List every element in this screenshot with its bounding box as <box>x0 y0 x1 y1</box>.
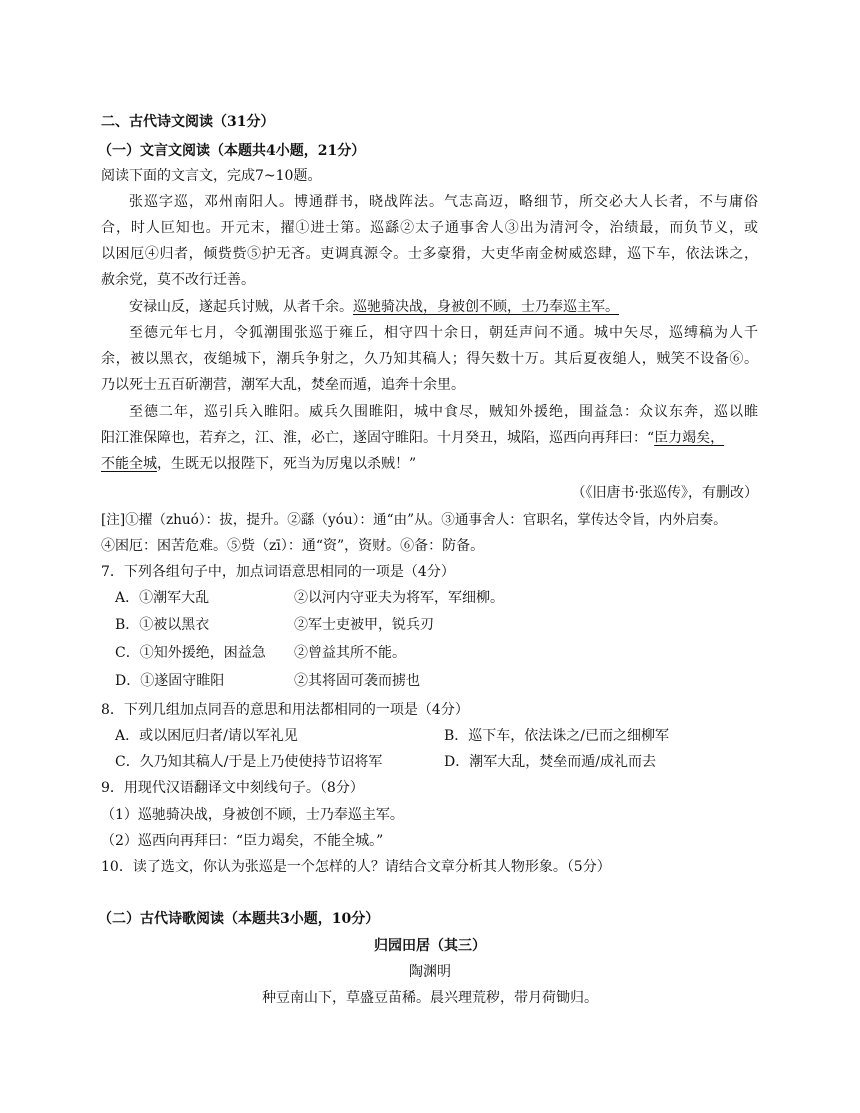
q9-sentence-2: （2）巡西向再拜曰：“臣力竭矣，不能全城。” <box>101 833 384 849</box>
passage-line <box>101 455 416 473</box>
passage-line: 赦余党，莫不改行迁善。 <box>101 272 255 288</box>
underlined-sentence-2-part1: 臣力竭矣， <box>654 430 725 446</box>
q9-sentence-1: （1）巡驰骑决战，身被创不顾，士乃奉巡主军。 <box>101 807 404 823</box>
q8-option-b: B．巡下车，依法诛之/已而之细柳军 <box>444 728 670 744</box>
question-10-stem: 10．读了选文，你认为张巡是一个怎样的人？请结合文章分析其人物形象。（5分） <box>101 859 611 875</box>
q7-option-b-1: B．①被以黑衣 <box>115 617 210 633</box>
poem-author: 陶渊明 <box>409 964 451 980</box>
passage-line: 以困厄④归者，倾赀赀⑤护无吝。吏调真源令。士多豪猾，大吏华南金树威恣肆，巡下车，依法诛之， <box>101 246 758 262</box>
passage-line: 合，时人叵知也。开元末，擢①进士第。巡繇②太子通事舍人③出为清河令，治绩最，而负节义，或 <box>101 220 758 236</box>
passage-line <box>129 298 619 316</box>
question-9-stem: 9．用现代汉语翻译文中刻线句子。（8分） <box>101 780 364 796</box>
q8-option-d: D．潮军大乱，焚垒而遁/成礼而去 <box>444 754 656 770</box>
q7-option-c-2: ②曾益其所不能。 <box>294 645 406 661</box>
subsection-title-classical-prose: （一）文言文阅读（本题共4小题，21分） <box>98 143 366 159</box>
q8-option-a: A．或以困厄归者/请以军礼见 <box>115 728 298 744</box>
section-title: 二、古代诗文阅读（31分） <box>101 114 275 130</box>
passage-text: 阳江淮保障也，若弃之，江、淮，必亡，遂固守睢阳。十月癸丑，城陷，巡西向再拜曰：“ <box>101 430 655 446</box>
q7-option-b-2: ②军士吏被甲，锐兵刃 <box>294 617 434 633</box>
passage-text: ，生既无以报陛下，死当为厉鬼以杀贼！” <box>157 456 417 472</box>
q8-option-c: C．久乃知其稿人/于是上乃使使持节诏将军 <box>115 754 383 770</box>
annotation-line: ④困厄：困苦危难。⑤赀（zī）：通“资”，资财。⑥备：防备。 <box>101 538 485 554</box>
q7-option-c-1: C．①知外援绝，困益急 <box>115 645 266 661</box>
q7-option-d-2: ②其将固可袭而掳也 <box>294 673 420 689</box>
passage-line <box>101 429 724 447</box>
annotation-line: [注]①擢（zhuó）：拔，提升。②繇（yóu）：通“由”从。③通事舍人：官职名，掌传达令旨，内外启奏。 <box>101 512 727 528</box>
q7-option-a-1: A．①潮军大乱 <box>115 590 210 606</box>
passage-text: 安禄山反，遂起兵讨贼，从者千余。 <box>129 299 353 315</box>
poem-line: 种豆南山下，草盛豆苗稀。晨兴理荒秽，带月荷锄归。 <box>262 990 598 1006</box>
underlined-sentence-2-part2: 不能全城 <box>101 456 157 472</box>
question-7-stem: 7．下列各组句子中，加点词语意思相同的一项是（4分） <box>101 564 455 580</box>
instruction: 阅读下面的文言文，完成7~10题。 <box>101 168 322 184</box>
q7-option-d-1: D．①遂固守睢阳 <box>115 673 225 689</box>
passage-line: 乃以死士五百斫潮营，潮军大乱，焚垒而遁，追奔十余里。 <box>101 377 465 393</box>
passage-line: 至德元年七月，令狐潮围张巡于雍丘，相守四十余日，朝廷声问不通。城中矢尽，巡缚稿为人千 <box>129 325 758 341</box>
passage-line: 至德二年，巡引兵入睢阳。威兵久围睢阳，城中食尽，贼知外援绝，围益急：众议东奔，巡以睢 <box>129 404 758 420</box>
passage-line: 张巡字巡，邓州南阳人。博通群书，晓战阵法。气志高迈，略细节，所交必大人长者，不与庸俗 <box>129 194 758 210</box>
q7-option-a-2: ②以河内守亚夫为将军，军细柳。 <box>294 590 504 606</box>
source-citation: （《旧唐书·张巡传》，有删改） <box>571 485 758 501</box>
subsection-title-poetry: （二）古代诗歌阅读（本题共3小题，10分） <box>98 911 380 927</box>
poem-title: 归园田居（其三） <box>374 938 486 954</box>
question-8-stem: 8．下列几组加点同吾的意思和用法都相同的一项是（4分） <box>101 702 469 718</box>
underlined-sentence-1: 巡驰骑决战，身被创不顾，士乃奉巡主军。 <box>353 299 619 315</box>
passage-line: 余，被以黑衣，夜缒城下，潮兵争射之，久乃知其稿人；得矢数十万。其后夏夜缒人，贼笑不设备⑥。 <box>101 351 758 367</box>
